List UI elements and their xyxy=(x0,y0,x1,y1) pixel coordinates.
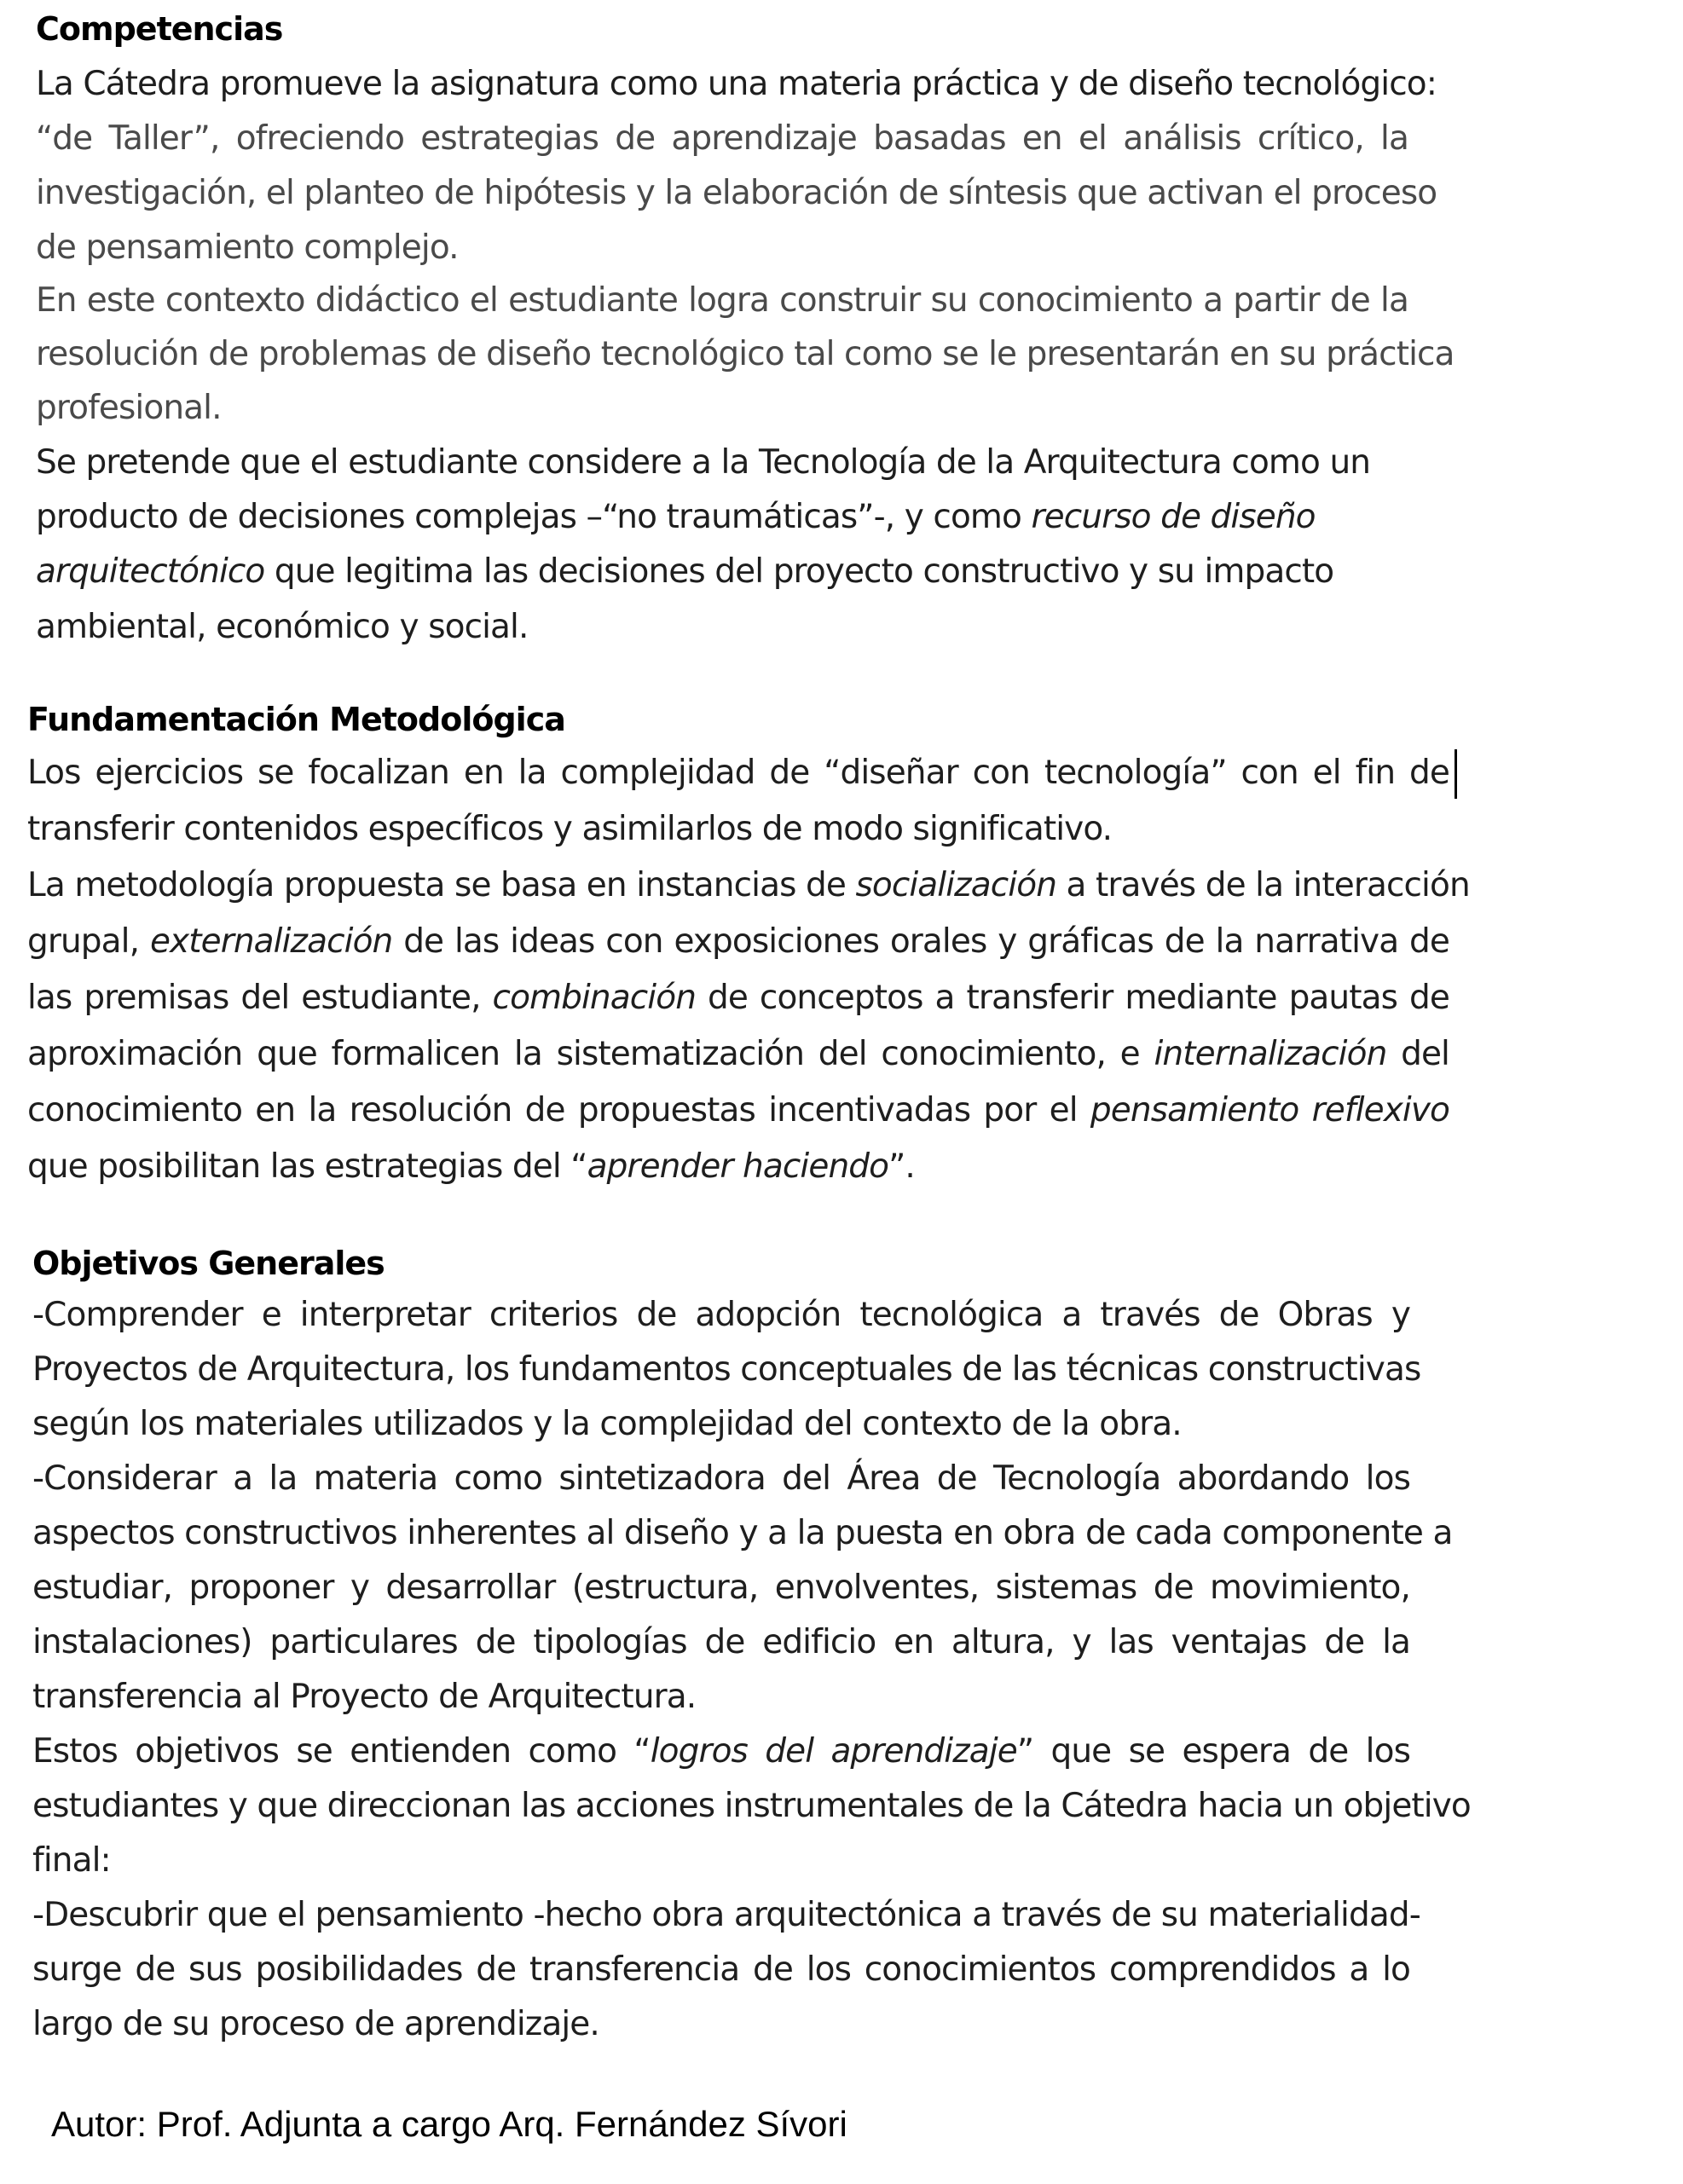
competencias-p1-line: investigación, el planteo de hipótesis y la elaboración de síntesis que activan el proceso xyxy=(36,174,1437,212)
competencias-p1-line: “de Taller”, ofreciendo estrategias de aprendizaje basadas en el análisis crítico, la xyxy=(36,119,1408,158)
competencias-p2-line: En este contexto didáctico el estudiante logra construir su conocimiento a partir de la xyxy=(36,281,1408,320)
fundamentacion-line: transferir contenidos específicos y asimilarlos de modo significativo. xyxy=(27,810,1113,848)
objetivos-heading: Objetivos Generales xyxy=(32,1245,385,1282)
text-cursor xyxy=(1455,749,1457,799)
italic-text: pensamiento reflexivo xyxy=(1090,1091,1449,1130)
italic-text: logros del aprendizaje xyxy=(650,1732,1017,1771)
line-text: del xyxy=(1386,1035,1449,1073)
italic-text: socialización xyxy=(855,866,1057,904)
competencias-p2-line: profesional. xyxy=(36,389,222,427)
competencias-p1-line: La Cátedra promueve la asignatura como una materia práctica y de diseño tecnológico: xyxy=(36,65,1437,103)
competencias-heading: Competencias xyxy=(36,10,283,48)
line-text: que legitima las decisiones del proyecto constructivo y su impacto xyxy=(264,552,1334,591)
line-text: grupal, xyxy=(27,922,150,961)
competencias-p3-line: Se pretende que el estudiante considere a la Tecnología de la Arquitectura como un xyxy=(36,443,1371,482)
line-text: producto de decisiones complejas –“no traumáticas”-, y como xyxy=(36,498,1032,536)
line-text: de las ideas con exposiciones orales y gráficas de la narrativa de xyxy=(392,922,1449,961)
fundamentacion-line xyxy=(27,1091,1449,1130)
fundamentacion-line xyxy=(27,922,1449,961)
fundamentacion-heading: Fundamentación Metodológica xyxy=(27,701,565,738)
line-text: que posibilitan las estrategias del “ xyxy=(27,1147,587,1186)
competencias-p3-line: ambiental, económico y social. xyxy=(36,608,529,646)
objetivos-line: -Descubrir que el pensamiento -hecho obra arquitectónica a través de su materialidad- xyxy=(32,1896,1420,1934)
italic-text: internalización xyxy=(1154,1035,1387,1073)
objetivos-line: surge de sus posibilidades de transferencia de los conocimientos comprendidos a lo xyxy=(32,1950,1410,1989)
objetivos-line: estudiantes y que direccionan las acciones instrumentales de la Cátedra hacia un objetivo xyxy=(32,1787,1471,1825)
line-text: La metodología propuesta se basa en instancias de xyxy=(27,866,856,904)
fundamentacion-line xyxy=(27,1035,1449,1073)
competencias-p3-line xyxy=(36,498,1316,536)
objetivos-line: transferencia al Proyecto de Arquitectura. xyxy=(32,1678,697,1716)
objetivos-line: instalaciones) particulares de tipologías de edificio en altura, y las ventajas de la xyxy=(32,1623,1410,1661)
fundamentacion-line xyxy=(27,979,1449,1017)
fundamentacion-line xyxy=(27,866,1470,904)
line-text: a través de la interacción xyxy=(1056,866,1470,904)
objetivos-line xyxy=(32,1732,1410,1771)
line-text: las premisas del estudiante, xyxy=(27,979,493,1017)
objetivos-line: aspectos constructivos inherentes al diseño y a la puesta en obra de cada componente a xyxy=(32,1514,1453,1552)
fundamentacion-line xyxy=(27,1147,915,1186)
objetivos-line: -Considerar a la materia como sintetizadora del Área de Tecnología abordando los xyxy=(32,1459,1410,1498)
objetivos-line: Proyectos de Arquitectura, los fundamentos conceptuales de las técnicas constructivas xyxy=(32,1350,1421,1389)
objetivos-line: estudiar, proponer y desarrollar (estructura, envolventes, sistemas de movimiento, xyxy=(32,1569,1410,1607)
italic-text: recurso de diseño xyxy=(1031,498,1316,536)
author-credit: Autor: Prof. Adjunta a cargo Arq. Fernández Sívori xyxy=(51,2104,847,2144)
italic-text: aprender haciendo xyxy=(587,1147,889,1186)
line-text: Estos objetivos se entienden como “ xyxy=(32,1732,651,1771)
line-text: aproximación que formalicen la sistematización del conocimiento, e xyxy=(27,1035,1154,1073)
competencias-p1-line: de pensamiento complejo. xyxy=(36,228,459,267)
italic-text: combinación xyxy=(492,979,697,1017)
objetivos-line: final: xyxy=(32,1841,111,1880)
objetivos-line: largo de su proceso de aprendizaje. xyxy=(32,2005,599,2043)
line-text: ”. xyxy=(888,1147,915,1186)
fundamentacion-line: Los ejercicios se focalizan en la complejidad de “diseñar con tecnología” con el fin de xyxy=(27,754,1449,792)
objetivos-line: -Comprender e interpretar criterios de adopción tecnológica a través de Obras y xyxy=(32,1296,1410,1334)
line-text: conocimiento en la resolución de propuestas incentivadas por el xyxy=(27,1091,1090,1130)
line-text: ” que se espera de los xyxy=(1016,1732,1410,1771)
competencias-p2-line: resolución de problemas de diseño tecnológico tal como se le presentarán en su práctica xyxy=(36,335,1455,373)
line-text: de conceptos a transferir mediante pautas de xyxy=(696,979,1449,1017)
italic-text: arquitectónico xyxy=(36,552,265,591)
objetivos-line: según los materiales utilizados y la complejidad del contexto de la obra. xyxy=(32,1405,1182,1443)
italic-text: externalización xyxy=(149,922,393,961)
competencias-p3-line xyxy=(36,552,1333,591)
